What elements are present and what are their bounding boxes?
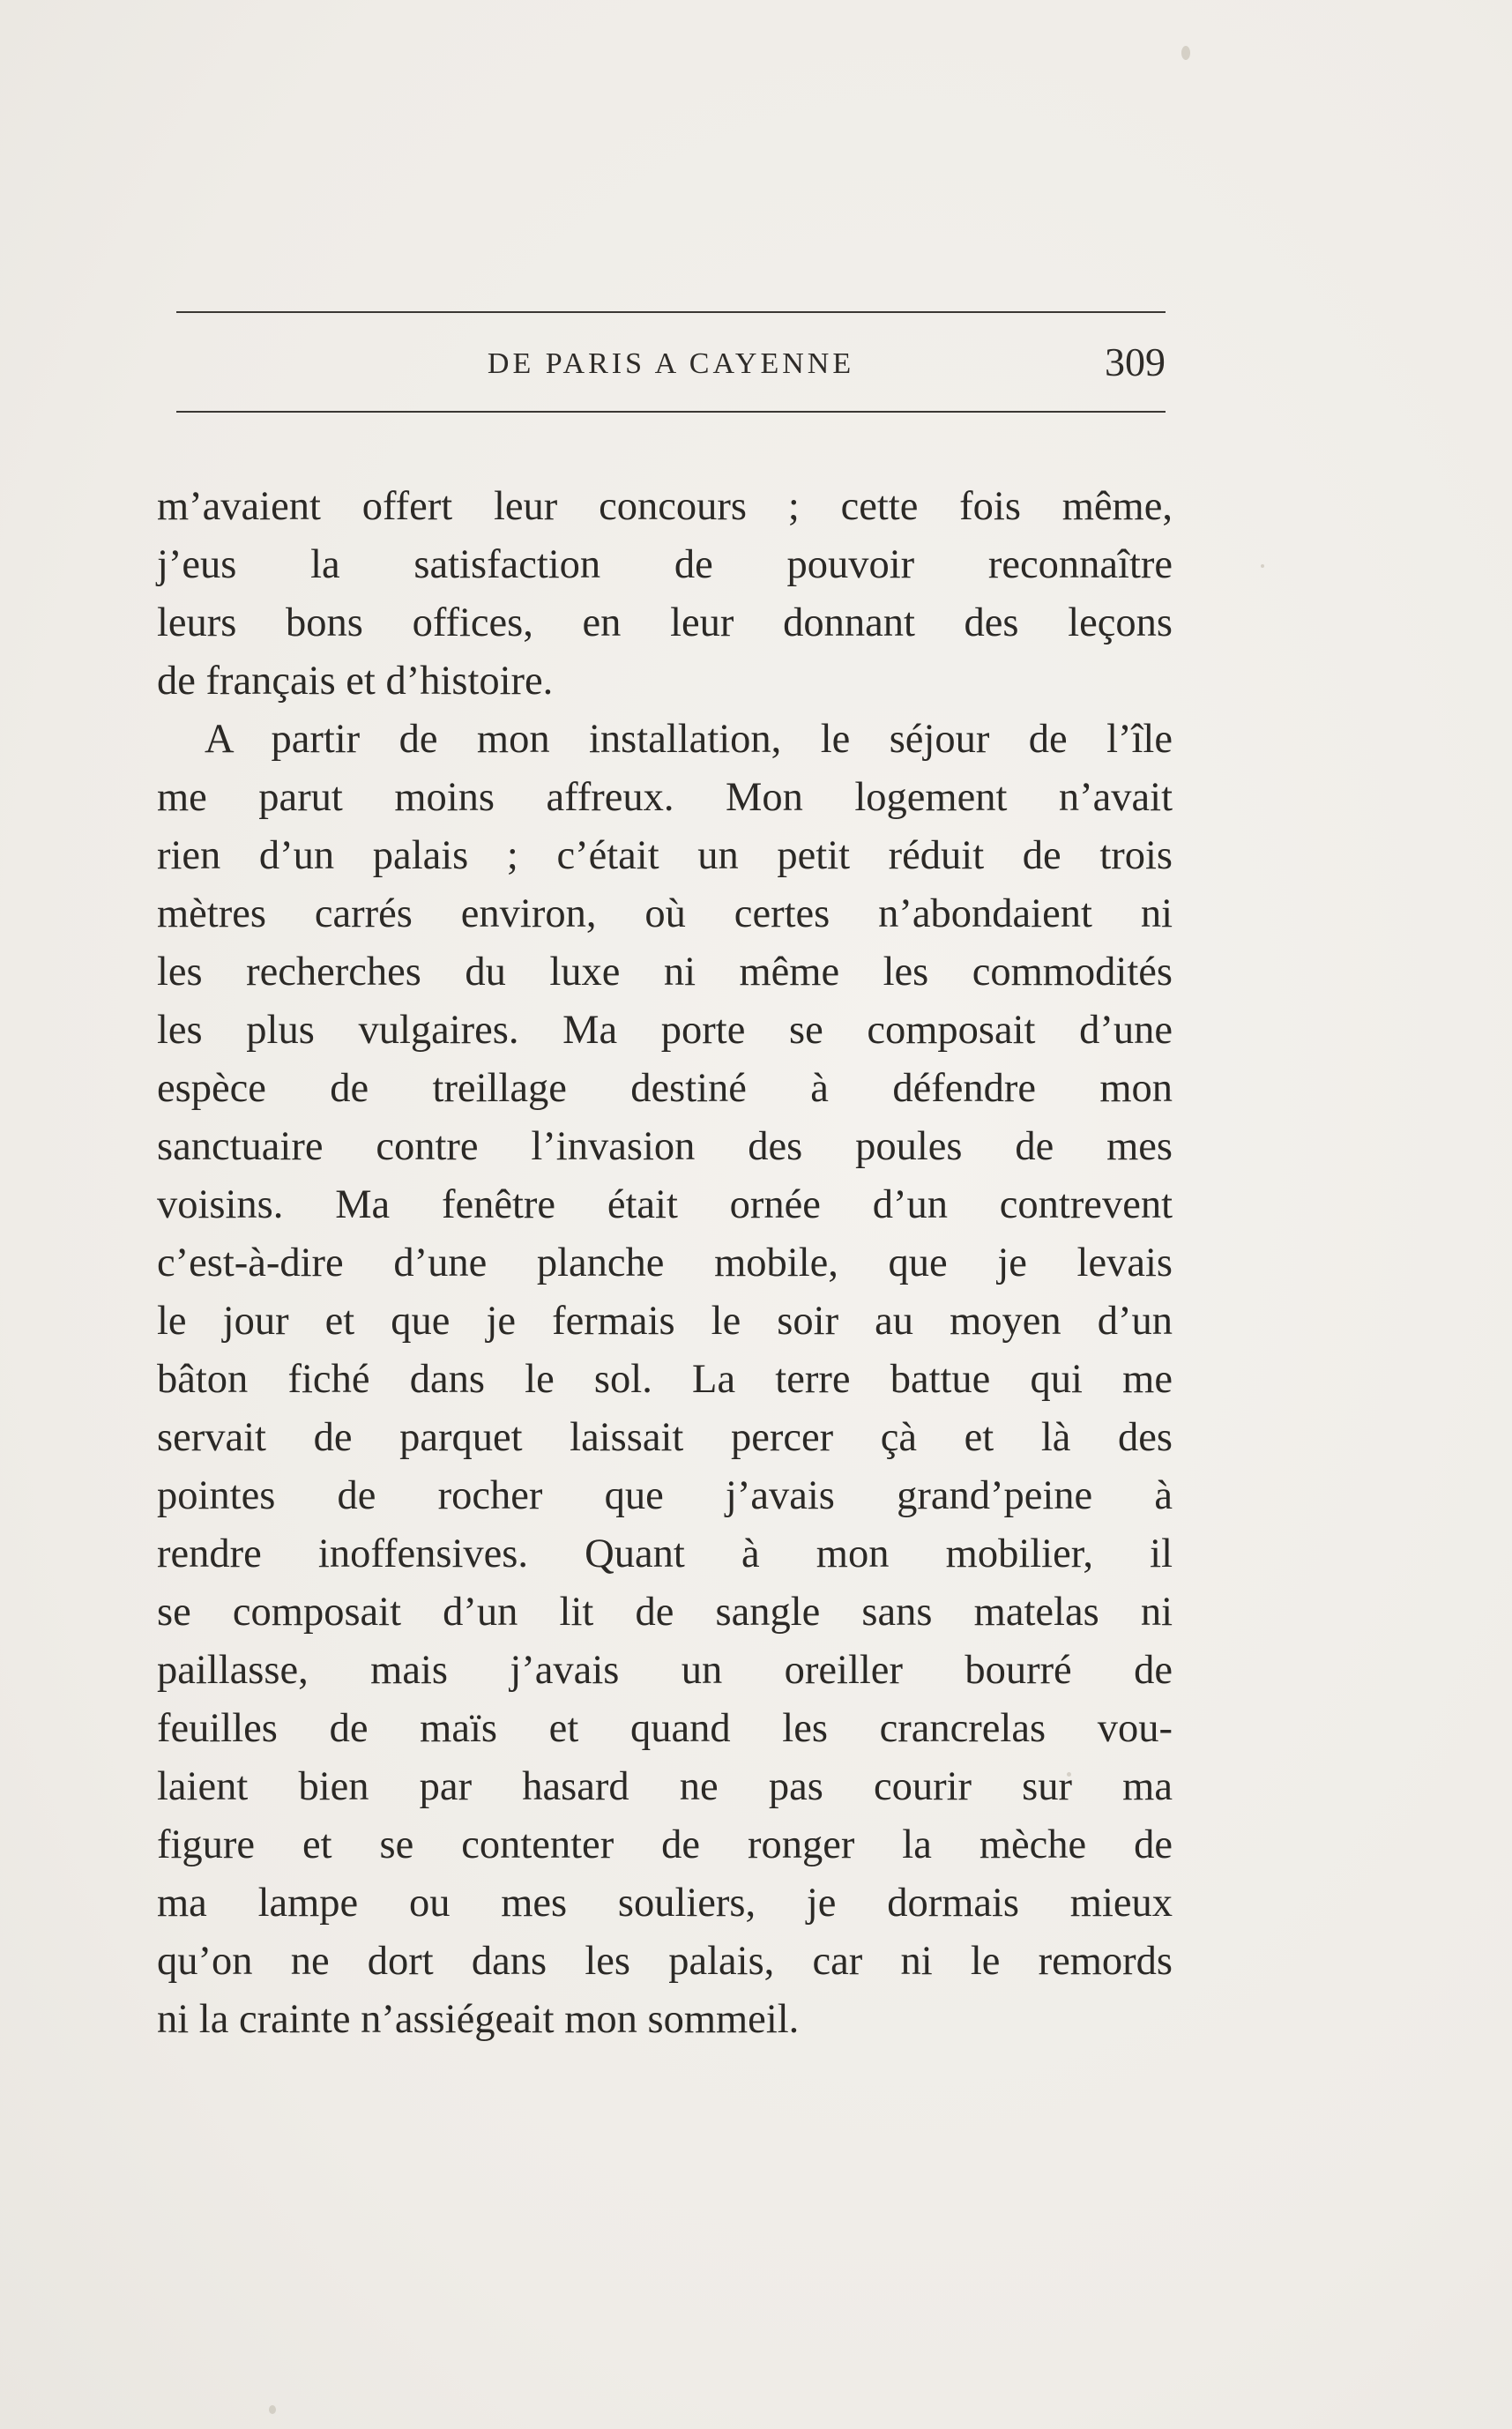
text-line: se composait d’un lit de sangle sans matelas ni xyxy=(157,1590,1173,1635)
text-line: servait de parquet laissait percer çà et là des xyxy=(157,1415,1173,1460)
text-line: feuilles de maïs et quand les crancrelas vou- xyxy=(157,1706,1173,1751)
paper-speck xyxy=(269,2405,276,2414)
text-line: espèce de treillage destiné à défendre mon xyxy=(157,1066,1173,1111)
text-line: paillasse, mais j’avais un oreiller bourré de xyxy=(157,1648,1173,1693)
paper-speck xyxy=(1261,564,1264,568)
text-line: leurs bons offices, en leur donnant des leçons xyxy=(157,600,1173,645)
text-line: qu’on ne dort dans les palais, car ni le remords xyxy=(157,1939,1173,1984)
text-line: c’est-à-dire d’une planche mobile, que je levais xyxy=(157,1241,1173,1285)
header-rule-top xyxy=(176,311,1166,313)
text-line: j’eus la satisfaction de pouvoir reconnaître xyxy=(157,542,1173,587)
text-line: laient bien par hasard ne pas courir sur ma xyxy=(157,1764,1173,1809)
text-line: m’avaient offert leur concours ; cette fois même, xyxy=(157,484,1173,529)
text-line: figure et se contenter de ronger la mèche de xyxy=(157,1822,1173,1867)
text-line: voisins. Ma fenêtre était ornée d’un contrevent xyxy=(157,1182,1173,1227)
paper-speck xyxy=(1181,46,1190,60)
paragraph-1 xyxy=(157,478,1173,711)
header-rule-bottom xyxy=(176,411,1166,413)
text-line: ni la crainte n’assiégeait mon sommeil. xyxy=(157,1997,800,2042)
text-line: ma lampe ou mes souliers, je dormais mieux xyxy=(157,1881,1173,1926)
text-line: mètres carrés environ, où certes n’abondaient ni xyxy=(157,891,1173,936)
text-line: rien d’un palais ; c’était un petit réduit de trois xyxy=(157,833,1173,878)
text-line: A partir de mon installation, le séjour de l’île xyxy=(205,717,1173,762)
running-head xyxy=(176,335,1166,397)
text-line: de français et d’histoire. xyxy=(157,659,554,704)
text-line: les recherches du luxe ni même les commodités xyxy=(157,950,1173,995)
text-line: me parut moins affreux. Mon logement n’avait xyxy=(157,775,1173,820)
body-text xyxy=(157,478,1173,2049)
text-line: sanctuaire contre l’invasion des poules de mes xyxy=(157,1124,1173,1169)
text-line: rendre inoffensives. Quant à mon mobilier, il xyxy=(157,1531,1173,1576)
running-title: DE PARIS A CAYENNE xyxy=(487,347,855,380)
page-number: 309 xyxy=(1105,339,1166,384)
paragraph-2 xyxy=(157,711,1173,2049)
text-line: bâton fiché dans le sol. La terre battue qui me xyxy=(157,1357,1173,1402)
text-line: le jour et que je fermais le soir au moyen d’un xyxy=(157,1299,1173,1344)
text-line: les plus vulgaires. Ma porte se composait d’une xyxy=(157,1008,1173,1053)
text-line: pointes de rocher que j’avais grand’peine à xyxy=(157,1473,1173,1518)
